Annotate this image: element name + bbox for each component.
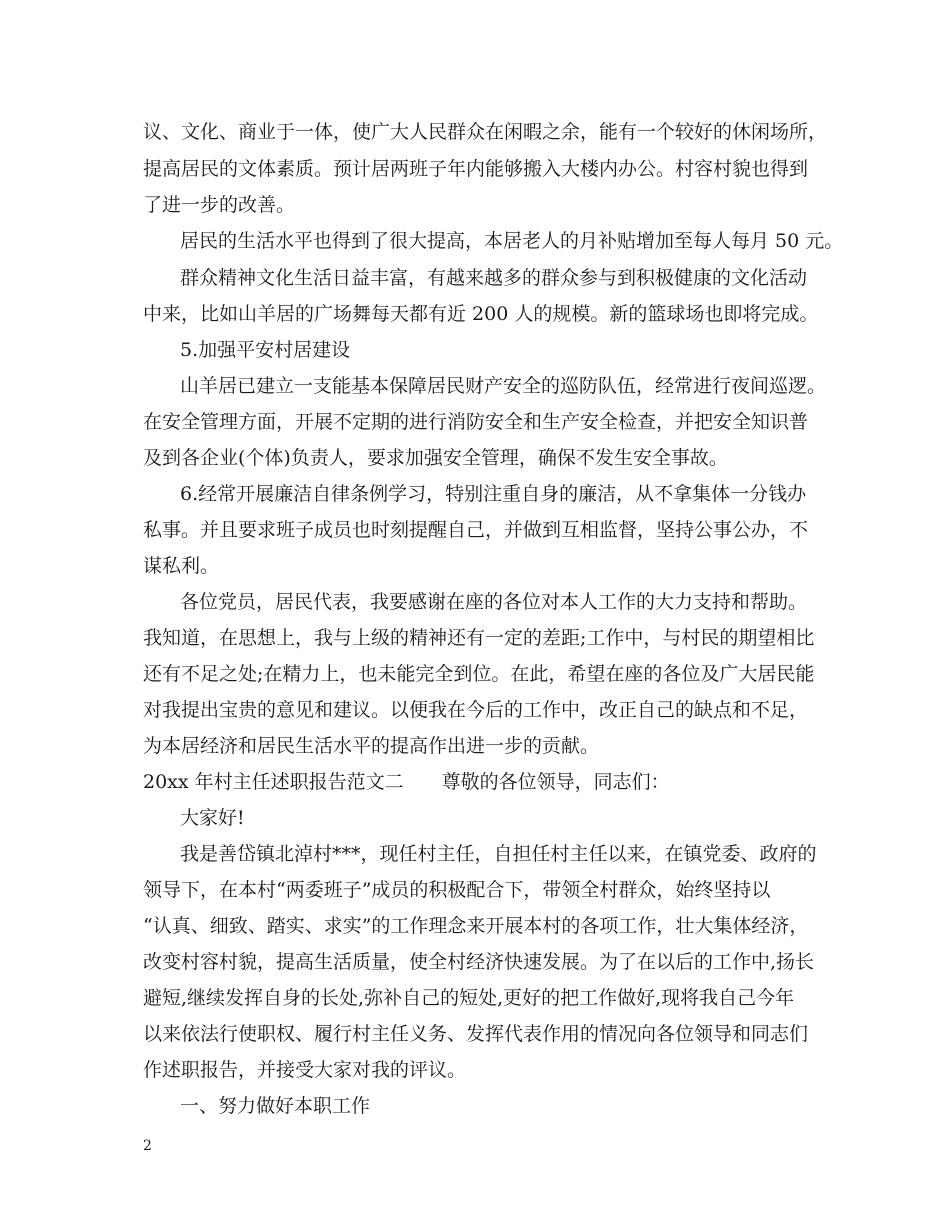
greeting-line: 大家好! — [180, 807, 245, 829]
paragraph-line: 还有不足之处;在精力上，也未能完全到位。在此，希望在座的各位及广大居民能 — [143, 663, 815, 685]
paragraph-line: 对我提出宝贵的意见和建议。以便我在今后的工作中，改正自己的缺点和不足， — [143, 699, 809, 721]
paragraph-line: 在安全管理方面，开展不定期的进行消防安全和生产安全检查，并把安全知识普 — [143, 411, 809, 433]
paragraph-line: 以来依法行使职权、履行村主任义务、发挥代表作用的情况向各位领导和同志们 — [143, 1023, 809, 1045]
paragraph-line: 提高居民的文体素质。预计居两班子年内能够搬入大楼内办公。村容村貌也得到 — [143, 158, 809, 180]
paragraph-line: 了进一步的改善。 — [143, 194, 296, 216]
page-number: 2 — [143, 1138, 152, 1154]
paragraph-line: 为本居经济和居民生活水平的提高作出进一步的贡献。 — [143, 735, 600, 757]
paragraph-line: 山羊居已建立一支能基本保障居民财产安全的巡防队伍，经常进行夜间巡逻。 — [180, 375, 827, 397]
paragraph-line: 及到各企业(个体)负责人，要求加强安全管理，确保不发生安全事故。 — [143, 447, 728, 469]
paragraph-line: 谋私利。 — [143, 555, 220, 577]
paragraph-line: 避短,继续发挥自身的长处,弥补自己的短处,更好的把工作做好,现将我自己今年 — [143, 987, 795, 1009]
paragraph-line: 6.经常开展廉洁自律条例学习，特别注重自身的廉洁，从不拿集体一分钱办 — [180, 483, 807, 505]
paragraph-line: 群众精神文化生活日益丰富，有越来越多的群众参与到积极健康的文化活动 — [180, 267, 808, 289]
paragraph-line: 私事。并且要求班子成员也时刻提醒自己，并做到互相监督，坚持公事公办，不 — [143, 519, 809, 541]
paragraph-line: 中来，比如山羊居的广场舞每天都有近 200 人的规模。新的篮球场也即将完成。 — [143, 303, 819, 325]
paragraph-line: 议、文化、商业于一体，使广大人民群众在闲暇之余，能有一个较好的休闲场所， — [143, 121, 828, 143]
paragraph-line: 作述职报告，并接受大家对我的评议。 — [143, 1059, 467, 1081]
paragraph-line: 居民的生活水平也得到了很大提高，本居老人的月补贴增加至每人每月 50 元。 — [180, 230, 844, 252]
paragraph-line: 各位党员，居民代表，我要感谢在座的各位对本人工作的大力支持和帮助。 — [180, 591, 808, 613]
paragraph-line: 我知道，在思想上，我与上级的精神还有一定的差距;工作中，与村民的期望相比 — [143, 627, 815, 649]
section-heading: 5.加强平安村居建设 — [180, 339, 351, 361]
paragraph-line: 领导下，在本村“两委班子”成员的积极配合下，带领全村群众，始终坚持以 — [143, 879, 771, 901]
document-title: 20xx 年村主任述职报告范文二 尊敬的各位领导，同志们： — [143, 771, 670, 793]
paragraph-line: 我是善岱镇北淖村***，现任村主任，自担任村主任以来，在镇党委、政府的 — [180, 843, 817, 865]
paragraph-line: “认真、细致、踏实、求实”的工作理念来开展本村的各项工作，壮大集体经济， — [143, 915, 809, 937]
section-heading: 一、努力做好本职工作 — [180, 1095, 371, 1117]
paragraph-line: 改变村容村貌，提高生活质量，使全村经济快速发展。为了在以后的工作中,扬长 — [143, 951, 815, 973]
